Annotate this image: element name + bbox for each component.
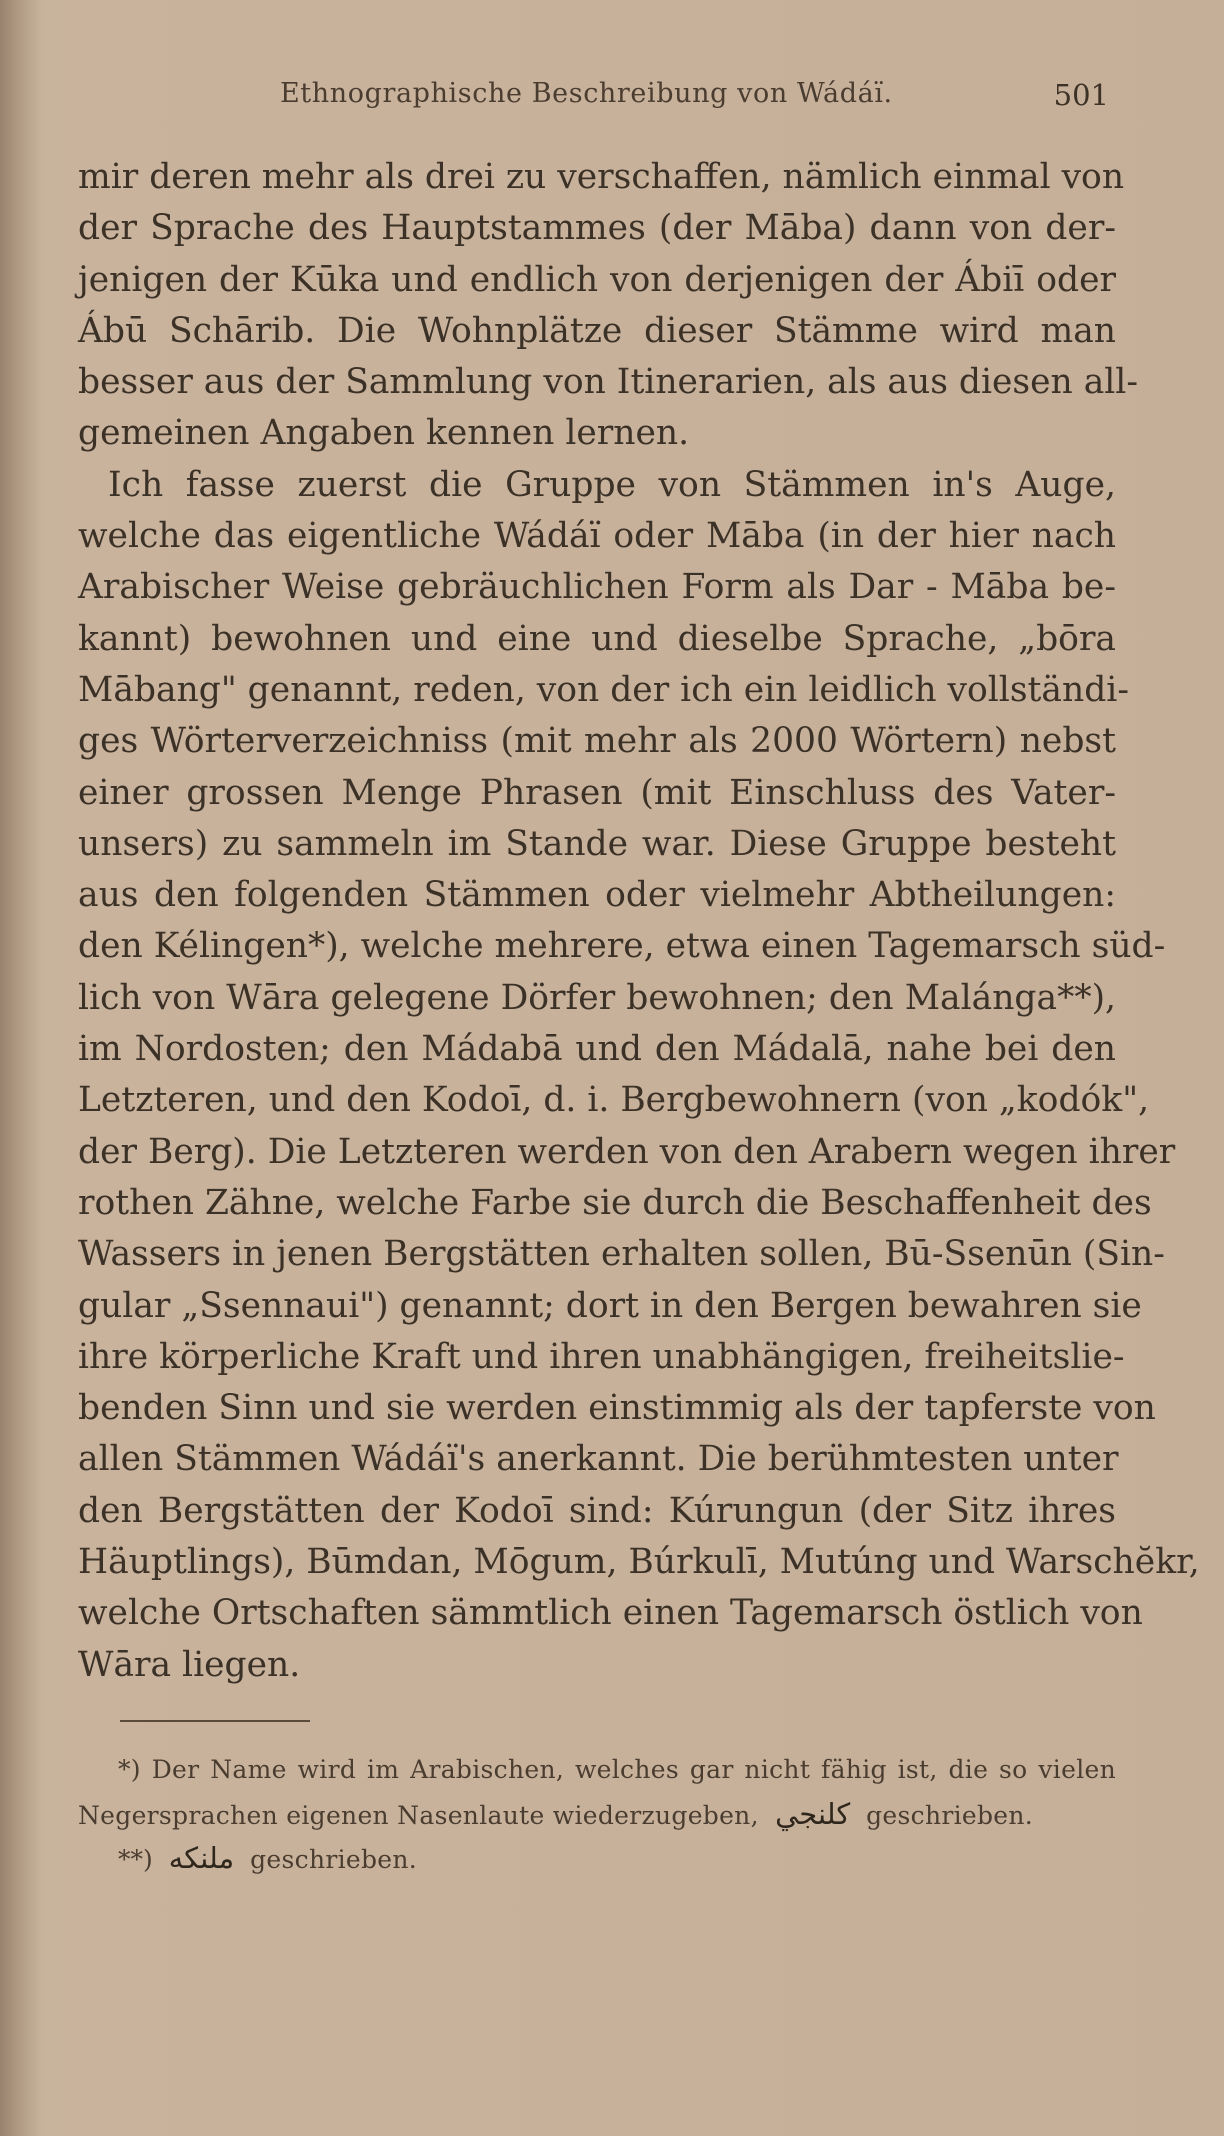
- arabic-word-kelingi: كلنجي: [775, 1797, 851, 1831]
- text-line: gular „Ssennaui") genannt; dort in den Bergen bewahren sie: [78, 1285, 1142, 1326]
- footnote-2-marker: **): [118, 1845, 153, 1874]
- text-line: unsers) zu sammeln im Stande war. Diese Gruppe besteht: [78, 823, 1116, 864]
- text-line: Wassers in jenen Bergstätten erhalten sollen, Bū-Ssenūn (Sin-: [78, 1234, 1165, 1275]
- text-line: kannt) bewohnen und eine und dieselbe Sprache, „bōra: [78, 618, 1116, 659]
- page-number: 501: [1053, 78, 1109, 112]
- text-line: aus den folgenden Stämmen oder vielmehr Abtheilungen:: [78, 875, 1116, 916]
- footnote-1-line-1: *) Der Name wird im Arabischen, welches gar nicht fähig ist, die so vielen: [118, 1755, 1116, 1784]
- text-line: Häuptlings), Būmdan, Mōgum, Búrkulī, Mutúng und Warschĕkr,: [78, 1542, 1200, 1583]
- text-line: ges Wörterverzeichniss (mit mehr als 2000 Wörtern) nebst: [78, 721, 1116, 762]
- text-line: mir deren mehr als drei zu verschaffen, nämlich einmal von: [78, 157, 1125, 197]
- text-line: der Sprache des Hauptstammes (der Māba) dann von der-: [78, 208, 1116, 249]
- text-line: allen Stämmen Wádáï's anerkannt. Die berühmtesten unter: [78, 1439, 1119, 1480]
- text-line: den Bergstätten der Kodoī sind: Kúrungun (der Sitz ihres: [78, 1490, 1116, 1531]
- text-line: Wāra liegen.: [78, 1644, 301, 1685]
- text-line: ihre körperliche Kraft und ihren unabhängigen, freiheitslie-: [78, 1336, 1125, 1377]
- text-line: jenigen der Kūka und endlich von derjenigen der Ábiī oder: [78, 259, 1116, 300]
- footnote-1-line-2: [78, 1792, 1116, 1836]
- text-line: der Berg). Die Letzteren werden von den Arabern wegen ihrer: [78, 1131, 1176, 1172]
- footnote-2-suffix: geschrieben.: [250, 1845, 418, 1874]
- footnote-1-suffix: geschrieben.: [866, 1801, 1034, 1830]
- footnote-2: [78, 1836, 1116, 1880]
- running-head: [80, 78, 1115, 118]
- text-line: welche Ortschaften sämmtlich einen Tagemarsch östlich von: [78, 1593, 1143, 1634]
- footnote-1-text: Negersprachen eigenen Nasenlaute wiederzugeben,: [78, 1801, 759, 1830]
- text-line: Letzteren, und den Kodoī, d. i. Bergbewohnern (von „kodók",: [78, 1080, 1150, 1121]
- text-line: im Nordosten; den Mádabā und den Mádalā, nahe bei den: [78, 1029, 1116, 1070]
- text-line: Mābang" genannt, reden, von der ich ein leidlich vollständi-: [78, 669, 1129, 710]
- text-line: Ábū Schārib. Die Wohnplätze dieser Stämme wird man: [78, 310, 1116, 351]
- text-line: den Kélingen*), welche mehrere, etwa einen Tagemarsch süd-: [78, 926, 1166, 967]
- text-line: gemeinen Angaben kennen lernen.: [78, 413, 690, 454]
- text-line: Ich fasse zuerst die Gruppe von Stämmen in's Auge,: [108, 464, 1116, 505]
- running-head-title: Ethnographische Beschreibung von Wádáï.: [280, 78, 893, 109]
- footnote-divider: [120, 1720, 310, 1722]
- text-line: Arabischer Weise gebräuchlichen Form als Dar - Māba be-: [78, 567, 1116, 608]
- body-text: [78, 152, 1200, 1691]
- arabic-word-malanga: ملنكه: [168, 1841, 235, 1875]
- text-line: benden Sinn und sie werden einstimmig als der tapferste von: [78, 1388, 1156, 1429]
- text-line: besser aus der Sammlung von Itinerarien, als aus diesen all-: [78, 362, 1138, 403]
- text-line: rothen Zähne, welche Farbe sie durch die Beschaffenheit des: [78, 1182, 1152, 1223]
- text-line: einer grossen Menge Phrasen (mit Einschluss des Vater-: [78, 772, 1116, 813]
- text-line: welche das eigentliche Wádáï oder Māba (in der hier nach: [78, 516, 1116, 557]
- page-gutter-shadow: [0, 0, 40, 2136]
- text-line: lich von Wāra gelegene Dörfer bewohnen; den Malánga**),: [78, 977, 1116, 1018]
- footnotes: [78, 1748, 1116, 1880]
